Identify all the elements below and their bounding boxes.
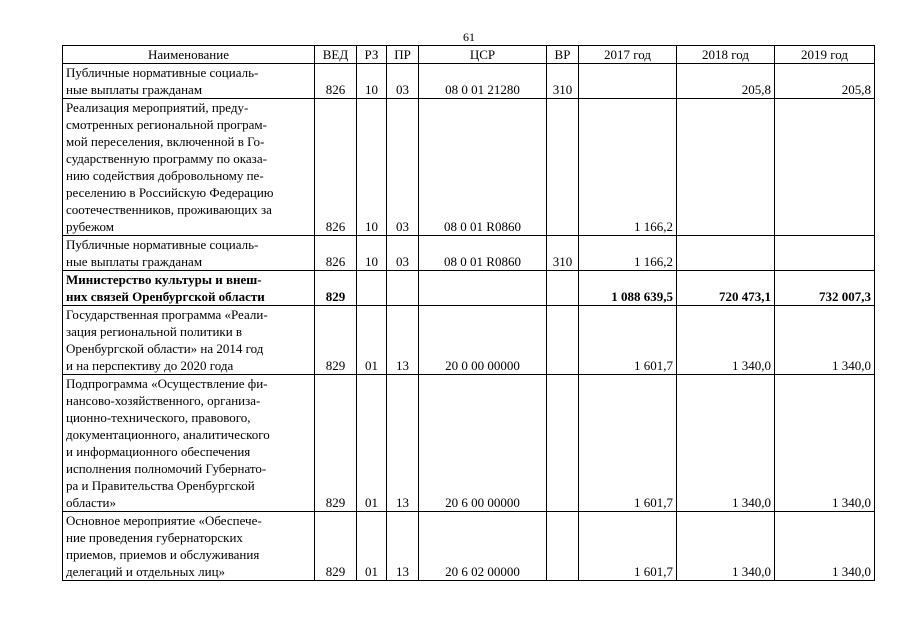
cell-pr: 03 [387, 64, 419, 99]
cell-ved: 829 [315, 271, 357, 306]
cell-name: Подпрограмма «Осуществление фи- нансово-хозяйственного, организа- ционно-технического, правового, документационного, аналитического и информационного обеспечения исполнения полномочий Губернато- ра и Правительства Оренбургской области» [63, 375, 315, 512]
cell-vr: 310 [547, 64, 579, 99]
cell-y2018 [677, 236, 775, 271]
cell-y2019: 1 340,0 [775, 375, 875, 512]
header-rz: РЗ [357, 46, 387, 64]
cell-vr [547, 306, 579, 375]
cell-ved: 829 [315, 306, 357, 375]
cell-y2019: 732 007,3 [775, 271, 875, 306]
cell-pr: 13 [387, 306, 419, 375]
cell-pr: 03 [387, 236, 419, 271]
cell-rz: 01 [357, 375, 387, 512]
cell-rz: 10 [357, 64, 387, 99]
cell-ved: 829 [315, 512, 357, 581]
cell-vr [547, 375, 579, 512]
table-body [63, 64, 875, 581]
cell-y2017 [579, 64, 677, 99]
cell-vr [547, 271, 579, 306]
cell-name: Реализация мероприятий, преду- смотренных региональной програм- мой переселения, включенной в Го- сударственную программу по оказа- нию содействия добровольному пе- реселению в Российскую Федерацию соотечественников, проживающих за рубежом [63, 99, 315, 236]
cell-y2017: 1 601,7 [579, 306, 677, 375]
cell-pr: 03 [387, 99, 419, 236]
cell-y2019: 1 340,0 [775, 512, 875, 581]
cell-csr: 08 0 01 21280 [419, 64, 547, 99]
table-row [63, 375, 875, 512]
table-row [63, 236, 875, 271]
table-row [63, 271, 875, 306]
table-row [63, 99, 875, 236]
table-row [63, 306, 875, 375]
cell-pr: 13 [387, 512, 419, 581]
table-row [63, 512, 875, 581]
budget-table [62, 45, 875, 581]
cell-vr: 310 [547, 236, 579, 271]
cell-y2018 [677, 99, 775, 236]
cell-ved: 829 [315, 375, 357, 512]
cell-y2018: 1 340,0 [677, 512, 775, 581]
header-2019: 2019 год [775, 46, 875, 64]
cell-pr: 13 [387, 375, 419, 512]
page-number: 61 [463, 30, 475, 44]
cell-pr [387, 271, 419, 306]
cell-y2019 [775, 99, 875, 236]
cell-csr: 20 0 00 00000 [419, 306, 547, 375]
table-header-row [63, 46, 875, 64]
cell-y2018: 205,8 [677, 64, 775, 99]
cell-name: Основное мероприятие «Обеспече- ние проведения губернаторских приемов, приемов и обслуживания делегаций и отдельных лиц» [63, 512, 315, 581]
cell-y2017: 1 088 639,5 [579, 271, 677, 306]
cell-ved: 826 [315, 64, 357, 99]
cell-y2018: 1 340,0 [677, 375, 775, 512]
table-row [63, 64, 875, 99]
header-ved: ВЕД [315, 46, 357, 64]
cell-y2018: 720 473,1 [677, 271, 775, 306]
cell-rz: 10 [357, 99, 387, 236]
cell-y2017: 1 601,7 [579, 512, 677, 581]
cell-vr [547, 512, 579, 581]
cell-rz: 01 [357, 512, 387, 581]
header-pr: ПР [387, 46, 419, 64]
cell-y2019: 1 340,0 [775, 306, 875, 375]
cell-ved: 826 [315, 99, 357, 236]
cell-y2017: 1 166,2 [579, 236, 677, 271]
cell-name: Публичные нормативные социаль- ные выплаты гражданам [63, 64, 315, 99]
header-2018: 2018 год [677, 46, 775, 64]
cell-name: Государственная программа «Реали- зация региональной политики в Оренбургской области» на 2014 год и на перспективу до 2020 года [63, 306, 315, 375]
cell-csr: 20 6 02 00000 [419, 512, 547, 581]
cell-ved: 826 [315, 236, 357, 271]
cell-y2019 [775, 236, 875, 271]
cell-name: Министерство культуры и внеш- них связей Оренбургской области [63, 271, 315, 306]
cell-csr: 08 0 01 R0860 [419, 236, 547, 271]
header-2017: 2017 год [579, 46, 677, 64]
cell-y2017: 1 166,2 [579, 99, 677, 236]
header-csr: ЦСР [419, 46, 547, 64]
cell-rz: 01 [357, 306, 387, 375]
cell-csr: 20 6 00 00000 [419, 375, 547, 512]
cell-y2019: 205,8 [775, 64, 875, 99]
cell-csr [419, 271, 547, 306]
cell-csr: 08 0 01 R0860 [419, 99, 547, 236]
header-name: Наименование [63, 46, 315, 64]
cell-vr [547, 99, 579, 236]
cell-rz [357, 271, 387, 306]
cell-name: Публичные нормативные социаль- ные выплаты гражданам [63, 236, 315, 271]
header-vr: ВР [547, 46, 579, 64]
cell-y2017: 1 601,7 [579, 375, 677, 512]
cell-y2018: 1 340,0 [677, 306, 775, 375]
cell-rz: 10 [357, 236, 387, 271]
